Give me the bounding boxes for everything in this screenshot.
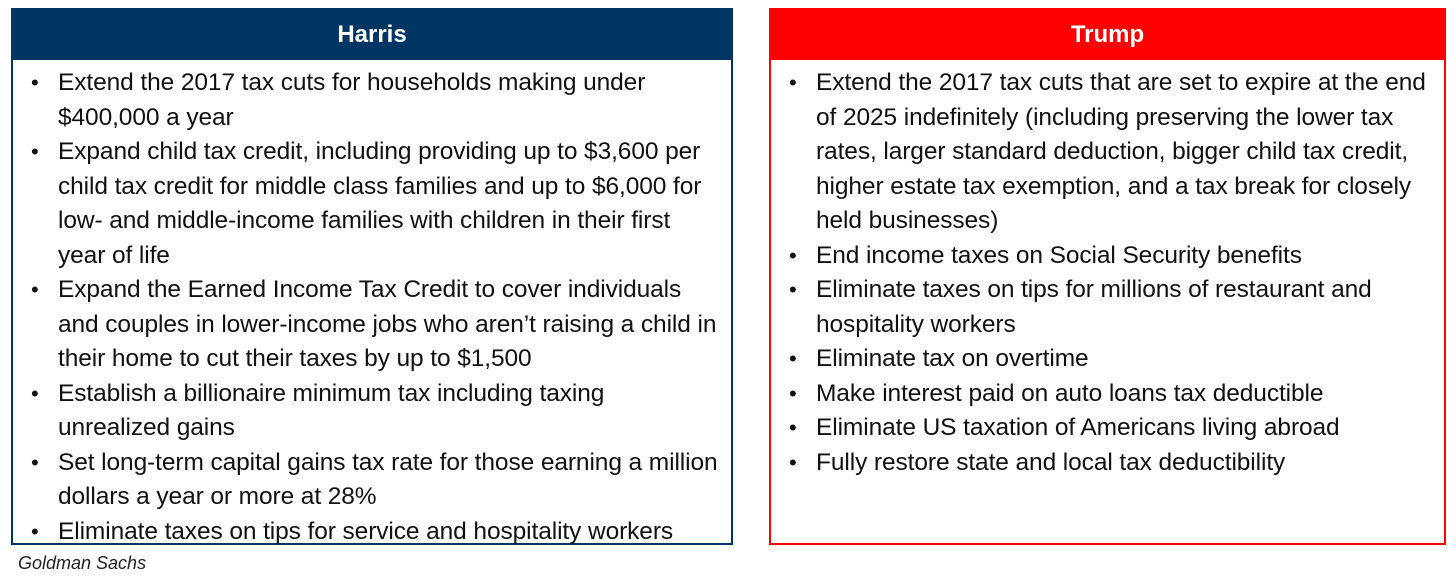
source-caption: Goldman Sachs — [18, 553, 147, 573]
bullet-icon: • — [789, 346, 797, 371]
bullet-icon: • — [789, 449, 797, 475]
trump-policy-item: • Extend the 2017 tax cuts that are set to expire at the end of 2025 indefinitely (including preserving the lower tax rates, larger standard deduction, bigger child tax credit, higher estate tax exemption, and a tax break for closely held businesses) — [785, 66, 1436, 239]
trump-policy-item: • Eliminate US taxation of Americans living abroad — [785, 411, 1436, 446]
harris-panel — [11, 8, 733, 545]
bullet-icon: • — [31, 449, 39, 475]
harris-header — [13, 10, 731, 60]
bullet-icon: • — [789, 242, 797, 268]
bullet-icon: • — [31, 139, 39, 164]
trump-policy-item: • Fully restore state and local tax deductibility — [785, 446, 1436, 481]
bullet-icon: • — [789, 70, 797, 95]
harris-policy-item: • Eliminate taxes on tips for service and hospitality workers — [27, 515, 723, 550]
harris-policy-item: • Expand child tax credit, including providing up to $3,600 per child tax credit for middle class families and up to $6,000 for low- and middle-income families with children in their first year of life — [27, 135, 723, 273]
bullet-icon: • — [31, 70, 39, 95]
bullet-icon: • — [789, 380, 797, 406]
harris-policy-item: • Establish a billionaire minimum tax including taxing unrealized gains — [27, 377, 723, 446]
trump-policy-item: • Eliminate tax on overtime — [785, 342, 1436, 377]
harris-title: Harris — [337, 21, 407, 48]
harris-policy-item: • Extend the 2017 tax cuts for households making under $400,000 a year — [27, 66, 723, 135]
trump-policy-item: • Eliminate taxes on tips for millions of restaurant and hospitality workers — [785, 273, 1436, 342]
trump-policy-item: • End income taxes on Social Security benefits — [785, 239, 1436, 274]
bullet-icon: • — [31, 380, 39, 406]
trump-policy-item: • Make interest paid on auto loans tax deductible — [785, 377, 1436, 412]
trump-title: Trump — [1070, 21, 1145, 48]
bullet-icon: • — [789, 415, 797, 440]
bullet-icon: • — [31, 518, 39, 544]
trump-header — [771, 10, 1444, 60]
harris-policy-item: • Set long-term capital gains tax rate for those earning a million dollars a year or more at 28% — [27, 446, 723, 515]
harris-policy-item: • Expand the Earned Income Tax Credit to cover individuals and couples in lower-income jobs who aren’t raising a child in their home to cut their taxes by up to $1,500 — [27, 273, 723, 377]
trump-panel — [769, 8, 1446, 545]
trump-policy-list — [771, 60, 1444, 480]
bullet-icon: • — [31, 277, 39, 302]
bullet-icon: • — [789, 277, 797, 302]
harris-policy-list — [13, 60, 731, 549]
